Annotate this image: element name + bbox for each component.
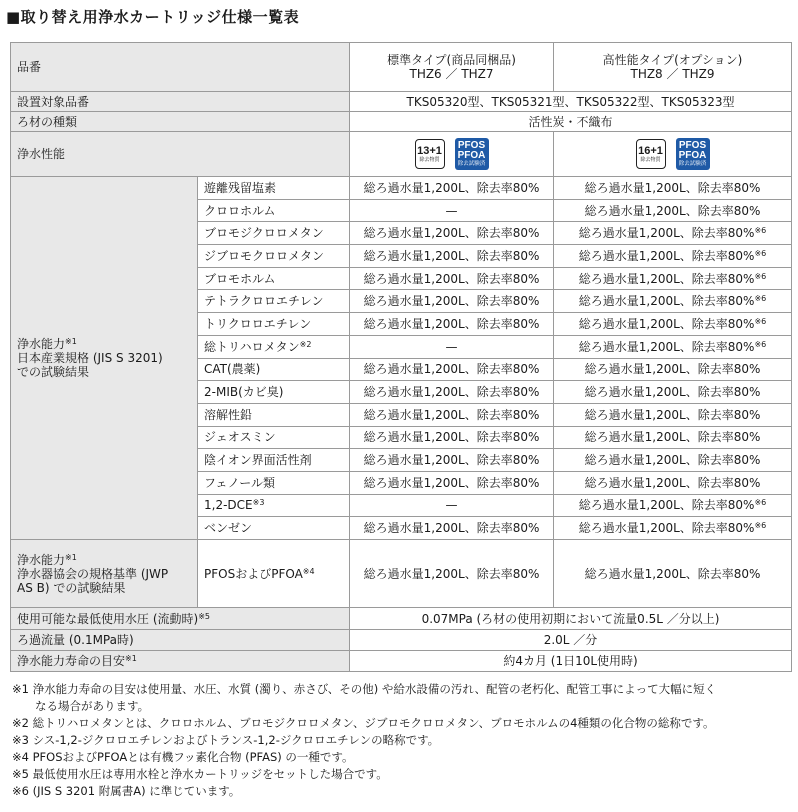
pressure-value: 0.07MPa (ろ材の使用初期において流量0.5L ／分以上): [350, 608, 792, 630]
footnotes: [12, 681, 782, 800]
jis-premium-value: 総ろ過水量1,200L、除去率80%: [554, 177, 792, 200]
jis-premium-value: 総ろ過水量1,200L、除去率80%$^{※6}$: [554, 335, 792, 358]
jis-premium-value: 総ろ過水量1,200L、除去率80%$^{※6}$: [554, 267, 792, 290]
header-col-standard: [350, 43, 554, 92]
jis-label: 浄水能力$^{※1}$ 日本産業規格 (JIS S 3201) での試験結果: [11, 177, 198, 540]
jis-substance: フェノール類: [198, 471, 350, 494]
jis-premium-value: 総ろ過水量1,200L、除去率80%: [554, 199, 792, 222]
jis-standard-value: 総ろ過水量1,200L、除去率80%: [350, 177, 554, 200]
jis-substance: ブロモジクロロメタン: [198, 222, 350, 245]
jis-substance: ブロモホルム: [198, 267, 350, 290]
performance-standard: [350, 132, 554, 177]
jis-premium-value: 総ろ過水量1,200L、除去率80%$^{※6}$: [554, 517, 792, 540]
jis-standard-value: —: [350, 335, 554, 358]
life-label: 浄水能力寿命の目安$^{※1}$: [11, 651, 350, 672]
jis-premium-value: 総ろ過水量1,200L、除去率80%$^{※6}$: [554, 494, 792, 517]
footnote-line: ※1 浄水能力寿命の目安は使用量、水圧、水質 (濁り、赤さび、その他) や給水設備の汚れ、配管の老朽化、配管工事によって大幅に短く: [12, 682, 717, 696]
header-row: [11, 43, 792, 92]
jis-premium-value: 総ろ過水量1,200L、除去率80%$^{※6}$: [554, 290, 792, 313]
jis-substance: CAT(農薬): [198, 358, 350, 381]
spec-table-body: [11, 43, 792, 672]
install-value: TKS05320型、TKS05321型、TKS05322型、TKS05323型: [350, 92, 792, 112]
jis-substance: ベンゼン: [198, 517, 350, 540]
jis-standard-value: 総ろ過水量1,200L、除去率80%: [350, 313, 554, 336]
spec-table: [10, 42, 792, 672]
jis-substance: 溶解性鉛: [198, 403, 350, 426]
flow-label: ろ過流量 (0.1MPa時): [11, 630, 350, 651]
jis-row: [11, 177, 792, 200]
jis-premium-value: 総ろ過水量1,200L、除去率80%: [554, 381, 792, 404]
jis-standard-value: 総ろ過水量1,200L、除去率80%: [350, 381, 554, 404]
jwp-substance: PFOSおよびPFOA$^{※4}$: [198, 540, 350, 608]
life-value: 約4カ月 (1日10L使用時): [350, 651, 792, 672]
jis-substance: 総トリハロメタン$^{※2}$: [198, 335, 350, 358]
jwp-label: 浄水能力$^{※1}$ 浄水器協会の規格基準 (JWP AS B) での試験結果: [11, 540, 198, 608]
footnote-line: ※4 PFOSおよびPFOAとは有機フッ素化合物 (PFAS) の一種です。: [12, 750, 354, 764]
jis-standard-value: 総ろ過水量1,200L、除去率80%: [350, 267, 554, 290]
jis-substance: 2-MIB(カビ臭): [198, 381, 350, 404]
jis-standard-value: 総ろ過水量1,200L、除去率80%: [350, 449, 554, 472]
jis-substance: クロロホルム: [198, 199, 350, 222]
jis-substance: ジブロモクロロメタン: [198, 245, 350, 268]
jis-premium-value: 総ろ過水量1,200L、除去率80%: [554, 358, 792, 381]
jis-standard-value: —: [350, 199, 554, 222]
material-label: ろ材の種類: [11, 112, 350, 132]
jwp-premium-value: 総ろ過水量1,200L、除去率80%: [554, 540, 792, 608]
life-row: [11, 651, 792, 672]
jis-substance: テトラクロロエチレン: [198, 290, 350, 313]
performance-row: [11, 132, 792, 177]
page-title: ■取り替え用浄水カートリッジ仕様一覧表: [6, 8, 300, 26]
jis-standard-value: 総ろ過水量1,200L、除去率80%: [350, 245, 554, 268]
jis-standard-value: 総ろ過水量1,200L、除去率80%: [350, 222, 554, 245]
header-col-premium-model: THZ8 ／ THZ9: [630, 67, 715, 81]
jis-premium-value: 総ろ過水量1,200L、除去率80%: [554, 403, 792, 426]
pressure-row: [11, 608, 792, 630]
jis-substance: 陰イオン界面活性剤: [198, 449, 350, 472]
removal-count-badge-icon: 16+1 除去物質: [636, 139, 666, 169]
jis-standard-value: —: [350, 494, 554, 517]
pressure-label: 使用可能な最低使用水圧 (流動時)$^{※5}$: [11, 608, 350, 630]
footnote-line: なる場合があります。: [12, 699, 150, 713]
footnote-line: ※6 (JIS S 3201 附属書A) に準じています。: [12, 784, 241, 798]
jwp-standard-value: 総ろ過水量1,200L、除去率80%: [350, 540, 554, 608]
install-row: [11, 92, 792, 112]
header-col-standard-model: THZ6 ／ THZ7: [409, 67, 494, 81]
footnote-line: ※5 最低使用水圧は専用水栓と浄水カートリッジをセットした場合です。: [12, 767, 388, 781]
jis-premium-value: 総ろ過水量1,200L、除去率80%: [554, 426, 792, 449]
flow-value: 2.0L ／分: [350, 630, 792, 651]
pfos-pfoa-badge-icon: PFOS PFOA 除去試験済: [676, 138, 710, 170]
install-label: 設置対象品番: [11, 92, 350, 112]
removal-count-badge-icon: 13+1 除去物質: [415, 139, 445, 169]
jis-substance: トリクロロエチレン: [198, 313, 350, 336]
jis-substance: 遊離残留塩素: [198, 177, 350, 200]
header-col-premium-type: 高性能タイプ(オプション): [602, 53, 743, 67]
jis-premium-value: 総ろ過水量1,200L、除去率80%: [554, 449, 792, 472]
jis-standard-value: 総ろ過水量1,200L、除去率80%: [350, 290, 554, 313]
footnote-line: ※2 総トリハロメタンとは、クロロホルム、ブロモジクロロメタン、ジブロモクロロメタン、ブロモホルムの4種類の化合物の総称です。: [12, 716, 715, 730]
jis-premium-value: 総ろ過水量1,200L、除去率80%$^{※6}$: [554, 313, 792, 336]
jis-premium-value: 総ろ過水量1,200L、除去率80%$^{※6}$: [554, 222, 792, 245]
performance-premium: [554, 132, 792, 177]
jis-substance: 1,2-DCE$^{※3}$: [198, 494, 350, 517]
material-row: [11, 112, 792, 132]
performance-label: 浄水性能: [11, 132, 350, 177]
jis-standard-value: 総ろ過水量1,200L、除去率80%: [350, 358, 554, 381]
header-label: 品番: [11, 43, 350, 92]
jis-substance: ジェオスミン: [198, 426, 350, 449]
jwp-row: [11, 540, 792, 608]
jis-standard-value: 総ろ過水量1,200L、除去率80%: [350, 471, 554, 494]
material-value: 活性炭・不織布: [350, 112, 792, 132]
footnote-line: ※3 シス-1,2-ジクロロエチレンおよびトランス-1,2-ジクロロエチレンの略称です。: [12, 733, 440, 747]
header-col-premium: [554, 43, 792, 92]
jis-premium-value: 総ろ過水量1,200L、除去率80%: [554, 471, 792, 494]
jis-standard-value: 総ろ過水量1,200L、除去率80%: [350, 426, 554, 449]
jis-standard-value: 総ろ過水量1,200L、除去率80%: [350, 403, 554, 426]
pfos-pfoa-badge-icon: PFOS PFOA 除去試験済: [455, 138, 489, 170]
header-col-standard-type: 標準タイプ(商品同梱品): [387, 53, 516, 67]
flow-row: [11, 630, 792, 651]
jis-standard-value: 総ろ過水量1,200L、除去率80%: [350, 517, 554, 540]
jis-premium-value: 総ろ過水量1,200L、除去率80%$^{※6}$: [554, 245, 792, 268]
